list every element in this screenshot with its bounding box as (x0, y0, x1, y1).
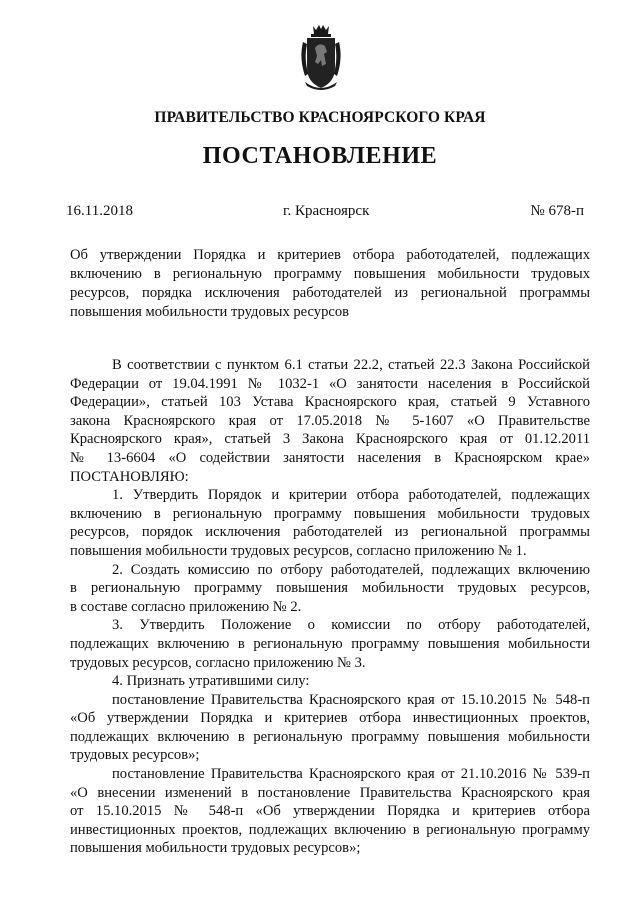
document-number: № 678-п (530, 203, 584, 219)
body-line: в региональную программу повышения мобильности трудовых ресурсов, (70, 580, 590, 597)
subject-line: повышения мобильности трудовых ресурсов (70, 304, 350, 320)
item-4-paragraph (70, 672, 590, 691)
body-line: 2. Создать комиссию по отбору работодателей, подлежащих включению (112, 561, 590, 578)
document-city: г. Красноярск (283, 203, 370, 219)
body-line: Федерации», статьей 103 Устава Красноярского края, статьей 9 Уставного (70, 394, 590, 411)
body-line: 1. Утвердить Порядок и критерии отбора работодателей, подлежащих (112, 487, 590, 504)
body-line: «О внесении изменений в постановление Правительства Красноярского края (70, 784, 590, 801)
organization-title: ПРАВИТЕЛЬСТВО КРАСНОЯРСКОГО КРАЯ (154, 109, 486, 126)
body-line: трудовых ресурсов»; (70, 747, 200, 764)
body-line: в составе согласно приложению № 2. (70, 598, 302, 615)
krasnoyarsk-coat-of-arms-icon (297, 24, 345, 92)
body-line: В соответствии с пунктом 6.1 статьи 22.2, статьей 22.3 Закона Российской (112, 357, 590, 373)
body-line: Красноярского края», статьей 3 Закона Красноярского края от 01.12.2011 (70, 431, 590, 448)
body-line: № 13-6604 «О содействии занятости населения в Красноярском крае» (70, 449, 590, 466)
body-line: постановление Правительства Красноярского края от 15.10.2015 № 548-п (112, 691, 590, 708)
document-type-title: ПОСТАНОВЛЕНИЕ (202, 143, 438, 169)
body-line: трудовых ресурсов, согласно приложению № 3. (70, 654, 366, 671)
body-line: подлежащих включению в региональную программу повышения мобильности (70, 728, 590, 745)
body-line: «Об утверждении Порядка и критериев отбора инвестиционных проектов, (70, 710, 590, 727)
document-body (70, 356, 590, 858)
body-line: инвестиционных проектов, подлежащих включению в региональную программу (70, 821, 590, 838)
repeal-1-paragraph (70, 691, 590, 765)
body-line: постановление Правительства Красноярского края от 21.10.2016 № 539-п (112, 766, 590, 783)
body-line: закона Красноярского края от 17.05.2018 № 5-1607 «О Правительстве (70, 412, 590, 429)
body-line: подлежащих включению в региональную программу повышения мобильности (70, 635, 590, 652)
preamble-paragraph (70, 356, 590, 486)
subject-line: ресурсов, порядка исключения работодателей из региональной программы (70, 285, 590, 301)
item-3-paragraph (70, 616, 590, 672)
body-line: включению в региональную программу повышения мобильности трудовых (70, 505, 590, 522)
body-line: 3. Утвердить Положение о комиссии по отбору работодателей, (112, 617, 590, 634)
repeal-2-paragraph (70, 765, 590, 858)
item-2-paragraph (70, 561, 590, 617)
body-line: ПОСТАНОВЛЯЮ: (70, 468, 189, 485)
document-subject (70, 246, 590, 322)
body-line: повышения мобильности трудовых ресурсов, согласно приложению № 1. (70, 542, 527, 559)
item-1-paragraph (70, 486, 590, 560)
body-line: ресурсов, порядок исключения работодателей из региональной программы (70, 524, 590, 541)
body-line: от 15.10.2015 № 548-п «Об утверждении Порядка и критериев отбора (70, 803, 590, 820)
subject-line: включению в региональную программу повышения мобильности трудовых (70, 266, 590, 282)
subject-line: Об утверждении Порядка и критериев отбора работодателей, подлежащих (70, 247, 590, 263)
body-line: 4. Признать утратившими силу: (112, 673, 310, 690)
body-line: повышения мобильности трудовых ресурсов»; (70, 840, 361, 857)
document-date: 16.11.2018 (66, 203, 133, 219)
body-line: Федерации от 19.04.1991 № 1032-1 «О занятости населения в Российской (70, 375, 590, 392)
